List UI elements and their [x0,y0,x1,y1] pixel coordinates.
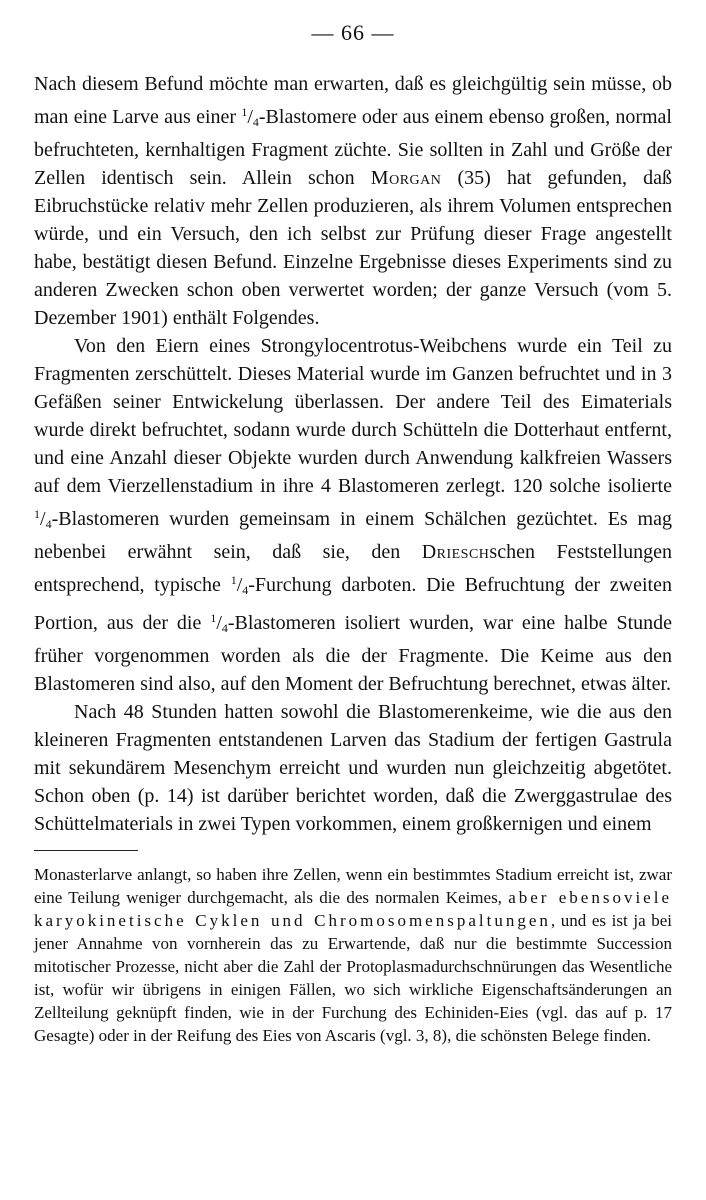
text-run: Nach 48 Stunden hatten sowohl die Blastomerenkeime, wie die aus den kleineren Fragmenten entstandenen Larven das Stadium der fertigen Gastrula mit sekundärem Mesenchym erreicht und wurden nun gleichzeitig abgetötet. Schon oben (p. 14) ist darüber berichtet worden, daß die Zwerggastrulae des Schüttelmaterials in zwei Typen vorkommen, einem großkernigen und einem [34,701,672,835]
paragraph-3 [34,698,672,838]
text-run: -Blastomere oder aus einem ebenso großen, normal befruchteten, kernhaltigen Fragment züchte. Sie sollten in Zahl und Größe der Zellen identisch sein. Allein schon [34,106,672,189]
fraction-numerator: 1 [241,105,248,119]
author-name-morgan: Morgan [370,167,442,189]
text-run: -Furchung darboten. Die Befruchtung der zweiten Portion, aus der die [34,574,672,634]
fraction-quarter: $^1/_4$ [241,105,259,129]
footnote-divider [34,850,138,851]
book-page [34,18,672,1047]
text-run: -Blastomeren wurden gemeinsam in einem Schälchen gezüchtet. Es mag nebenbei erwähnt sein, daß sie, den [34,508,672,563]
text-run: -Blastomeren isoliert wurden, war eine halbe Stunde früher vorgenommen worden als die der Fragmente. Die Keime aus den Blastomeren sind also, auf den Moment der Befruchtung berechnet, etwas älter. [34,612,673,695]
text-run: (35) hat gefunden, daß Eibruchstücke relativ mehr Zellen produzieren, als ihrem Volumen entsprechen würde, und ein Versuch, den ich selbst zur Prüfung dieser Frage angestellt habe, bestätigt diesen Befund. Einzelne Ergebnisse dieses Experiments sind zu anderen Zwecken schon oben verwertet worden; der ganze Versuch (vom 5. Dezember 1901) enthält Folgendes. [34,167,672,329]
fraction-numerator: 1 [230,573,237,587]
footnote-text-run: , und es ist ja bei jener Annahme von vornherein das zu Erwartende, daß nur die bestimmte Succession mitotischer Prozesse, nicht aber die Zahl der Protoplasmadurchschnürungen das Wesentliche ist, wofür wir übrigens in einigen Fällen, wo sich wirkliche Eigenschaftsänderungen an Zellteilung geknüpft finden, wie in der Furchung des Echiniden-Eies (vgl. das auf p. 17 Gesagte) oder in der Reifung des Eies von Ascaris (vgl. 3, 8), die schönsten Belege finden. [34,911,673,1045]
fraction-numerator: 1 [210,611,217,625]
fraction-denominator: 4 [45,517,52,531]
text-run: Nach diesem Befund möchte man erwarten, daß es gleichgültig sein müsse, ob man eine Larve aus einer [34,73,672,128]
paragraph-2 [34,332,672,698]
text-run: schen Feststellungen entsprechend, typische [34,541,672,596]
author-name-driesch: Driesch [421,541,490,563]
fraction-quarter: $^1/_4$ [230,573,249,597]
footnote-text-run: Monasterlarve anlangt, so haben ihre Zellen, wenn ein bestimmtes Stadium erreicht ist, zwar eine Teilung weniger durchgemacht, als die des normalen Keimes, [34,865,672,907]
footnote-emphasis: aber ebensoviele karyokinetische Cyklen und Chromosomenspaltungen [34,888,672,930]
fraction-quarter: $^1/_4$ [34,507,52,531]
main-text [34,70,672,838]
fraction-denominator: 4 [242,583,249,597]
text-run: Von den Eiern eines Strongylocentrotus-Weibchens wurde ein Teil zu Fragmenten zerschüttelt. Dieses Material wurde im Ganzen befruchtet und in 3 Gefäßen seiner Entwickelung überlassen. Der andere Teil des Eimaterials wurde direkt befruchtet, sodann wurde durch Schütteln die Dotterhaut entfernt, und eine Anzahl dieser Objekte wurden durch Anwendung kalkfreien Wassers auf dem Vierzellenstadium in ihre 4 Blastomeren zerlegt. 120 solche isolierte [34,335,672,497]
fraction-denominator: 4 [252,115,259,129]
fraction-numerator: 1 [34,507,40,521]
footnote [34,863,672,1047]
paragraph-1 [34,70,672,332]
fraction-denominator: 4 [221,621,228,635]
page-number: — 66 — [311,20,395,45]
fraction-quarter: $^1/_4$ [210,611,228,635]
